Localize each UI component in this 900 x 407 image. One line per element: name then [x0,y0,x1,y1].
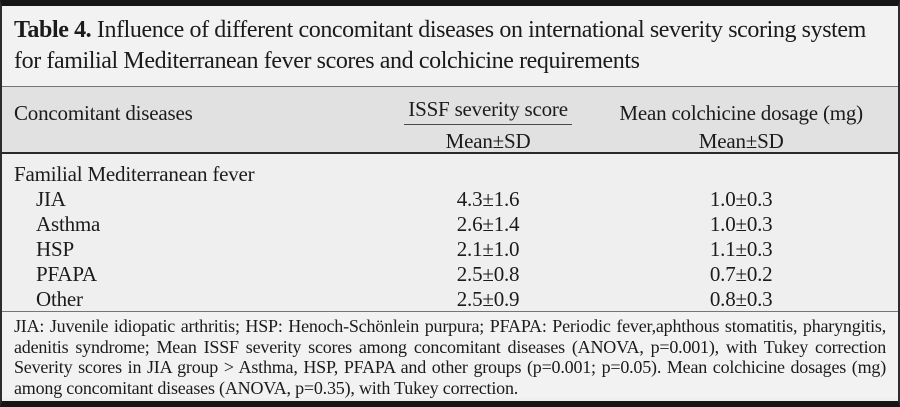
row-colchicine-dosage: 1.1±0.3 [709,237,773,261]
row-colchicine-dosage: 1.0±0.3 [709,187,773,211]
row-disease: JIA [36,187,66,211]
table-row [2,212,898,237]
table-row [2,187,898,212]
header-row-columns [2,87,898,125]
col-header-issf-severity-score [392,97,585,125]
row-disease: Asthma [36,212,101,236]
table-header [2,87,898,154]
row-disease: HSP [36,237,74,261]
subheader-issf-mean-sd: Mean±SD [445,129,531,153]
table-row [2,262,898,287]
header-row-subheaders [2,125,898,152]
group-label-familial-mediterranean-fever: Familial Mediterranean fever [14,162,255,186]
row-colchicine-dosage: 1.0±0.3 [709,212,773,236]
subheader-dosage-mean-sd: Mean±SD [698,129,784,153]
table-title-text: Influence of different concomitant diseases on international severity scoring system for familial Mediterranean fever scores and colchicine requirements [14,17,866,74]
col-header-mean-colchicine-dosage: Mean colchicine dosage (mg) [619,101,863,125]
table-row [2,237,898,262]
row-issf-score: 2.6±1.4 [456,212,520,236]
row-disease: Other [36,287,83,311]
row-colchicine-dosage: 0.7±0.2 [709,262,773,286]
table-caption [2,6,898,87]
row-issf-score: 2.1±1.0 [456,237,520,261]
row-disease: PFAPA [36,262,97,286]
row-colchicine-dosage: 0.8±0.3 [709,287,773,311]
table-footnote: JIA: Juvenile idiopatic arthritis; HSP: Henoch-Schönlein purpura; PFAPA: Periodic fever,aphthous stomatitis, pharyngitis, adenitis syndrome; Mean ISSF severity scores among concomitant diseases (ANOVA, p=0.001), with Tukey correction Severity scores in JIA group > Asthma, HSP, PFAPA and other groups (p=0.001; p=0.05). Mean colchicine dosages (mg) among concomitant diseases (ANOVA, p=0.35), with Tukey correction. [2,312,898,398]
table-body [2,154,898,312]
row-issf-score: 4.3±1.6 [456,187,520,211]
table-number-label: Table 4. [14,17,92,43]
col-header-concomitant-diseases: Concomitant diseases [14,101,193,125]
table-row [2,287,898,312]
row-issf-score: 2.5±0.8 [456,262,520,286]
group-row [2,162,898,187]
row-issf-score: 2.5±0.9 [456,287,520,311]
issf-header-underlined-text: ISSF severity score [404,97,572,125]
